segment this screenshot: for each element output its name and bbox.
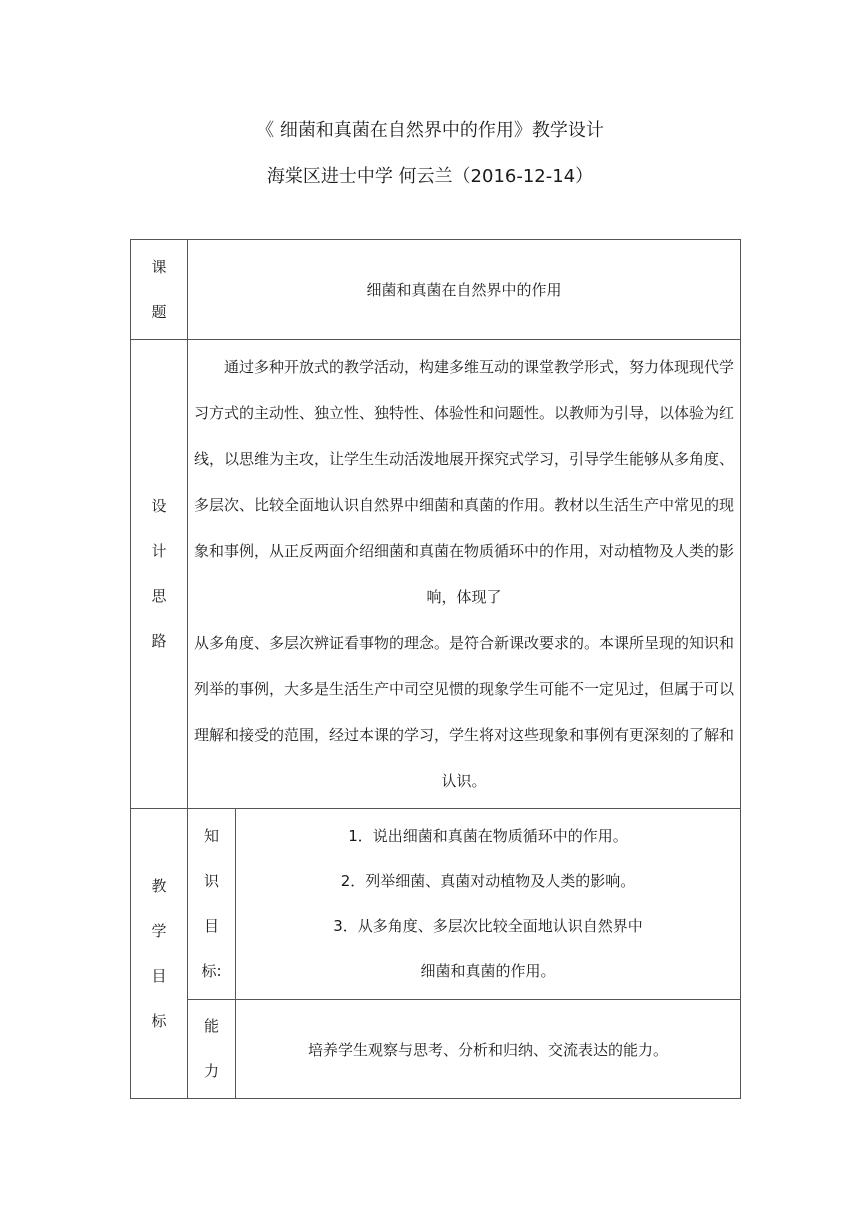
design-line: 从多角度、多层次辨证看事物的理念。是符合新课改要求的。本课所呈现的知识和 bbox=[194, 634, 735, 652]
design-line: 认识。 bbox=[441, 772, 487, 790]
design-row bbox=[131, 340, 741, 809]
knowledge-goals-list bbox=[236, 809, 741, 1000]
design-line: 习方式的主动性、独立性、独特性、体验性和问题性。以教师为引导，以体验为红 bbox=[194, 404, 735, 422]
design-line: 线，以思维为主攻，让学生生动活泼地展开探究式学习，引导学生能够从多角度、 bbox=[194, 450, 735, 468]
lesson-plan-table bbox=[130, 239, 741, 1099]
ability-goals-row bbox=[131, 1000, 741, 1099]
topic-label: 课 题 bbox=[131, 240, 188, 340]
goal-item: 3．从多角度、多层次比较全面地认识自然界中 bbox=[333, 917, 643, 935]
ability-goals-label: 能 力 bbox=[188, 1000, 236, 1099]
knowledge-goals-label: 知 识 目 标: bbox=[188, 809, 236, 1000]
design-line: 多层次、比较全面地认识自然界中细菌和真菌的作用。教材以生活生产中常见的现 bbox=[194, 496, 735, 514]
design-line: 象和事例，从正反两面介绍细菌和真菌在物质循环中的作用，对动植物及人类的影 bbox=[194, 542, 735, 560]
teaching-goals-label: 教 学 目 标 bbox=[131, 809, 188, 1099]
design-line: 通过多种开放式的教学活动，构建多维互动的课堂教学形式，努力体现现代学 bbox=[224, 358, 735, 376]
design-text bbox=[188, 340, 741, 809]
goal-item: 2．列举细菌、真菌对动植物及人类的影响。 bbox=[340, 872, 636, 890]
design-label: 设 计 思 路 bbox=[131, 340, 188, 809]
document-title: 《 细菌和真菌在自然界中的作用》教学设计 bbox=[256, 120, 604, 141]
design-line: 列举的事例，大多是生活生产中司空见惯的现象学生可能不一定见过，但属于可以 bbox=[194, 680, 735, 698]
ability-goals-text: 培养学生观察与思考、分析和归纳、交流表达的能力。 bbox=[236, 1000, 741, 1099]
knowledge-goals-row bbox=[131, 809, 741, 1000]
topic-row bbox=[131, 240, 741, 340]
design-line: 响，体现了 bbox=[426, 588, 502, 606]
goal-item: 1．说出细菌和真菌在物质循环中的作用。 bbox=[348, 827, 628, 845]
document-subtitle: 海棠区进士中学 何云兰（2016-12-14） bbox=[266, 166, 594, 187]
topic-text: 细菌和真菌在自然界中的作用 bbox=[188, 240, 741, 340]
design-line: 理解和接受的范围，经过本课的学习，学生将对这些现象和事例有更深刻的了解和 bbox=[194, 726, 735, 744]
goal-item: 细菌和真菌的作用。 bbox=[420, 962, 556, 980]
